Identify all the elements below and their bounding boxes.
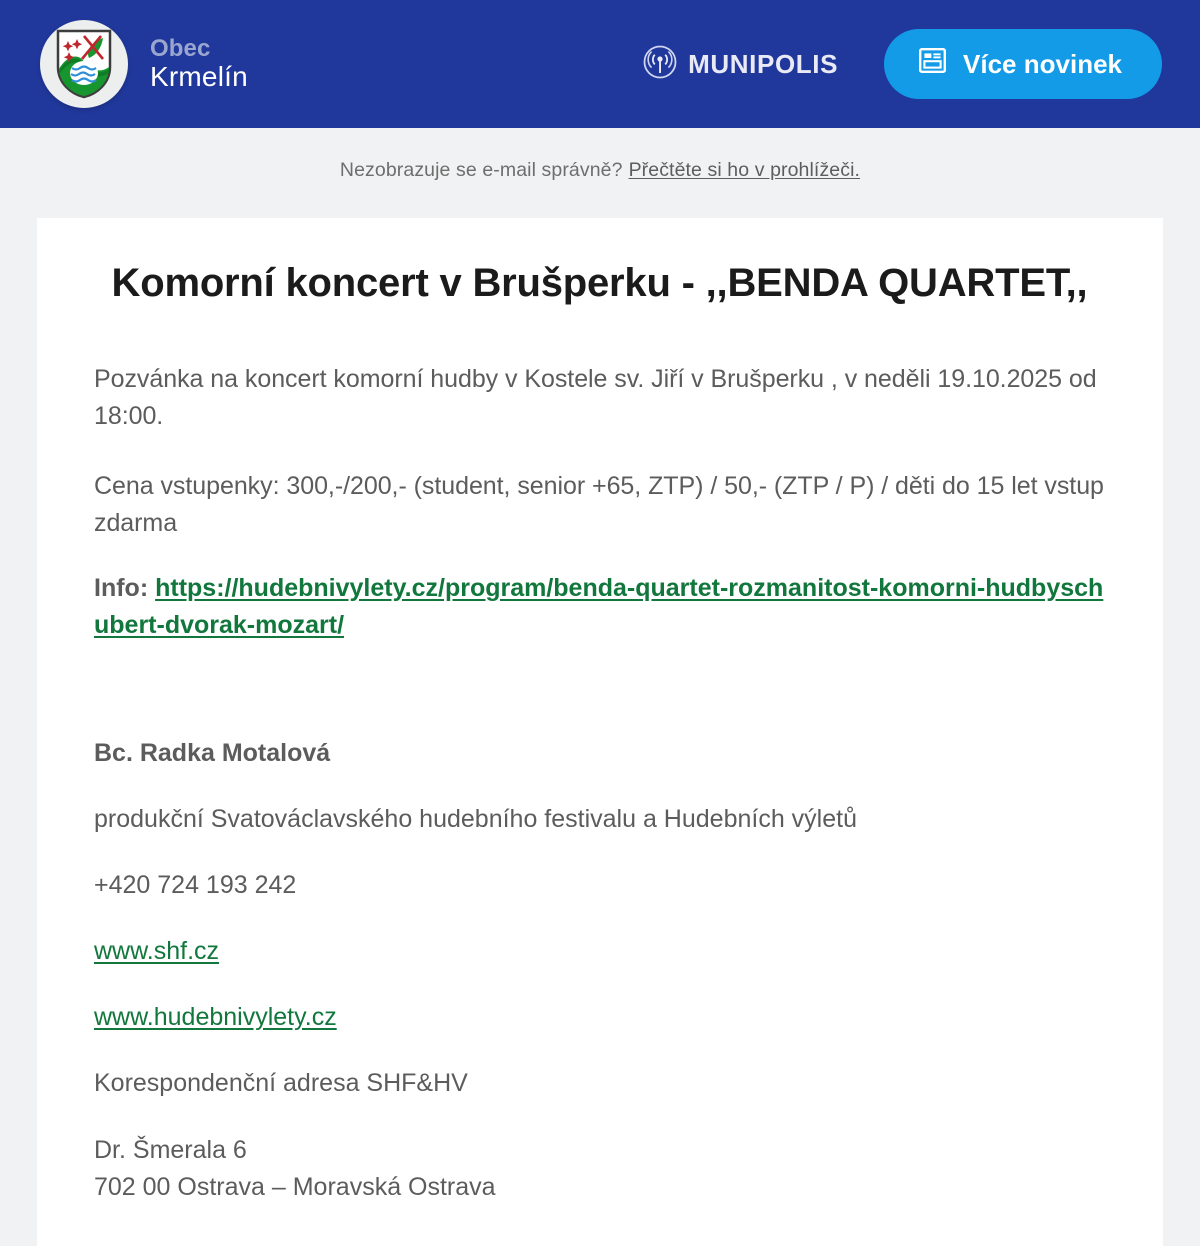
article-paragraph-2: Cena vstupenky: 300,-/200,- (student, senior +65, ZTP) / 50,- (ZTP / P) / děti do 15 let vstup zdarma — [94, 472, 1104, 538]
header-right — [643, 29, 1162, 99]
municipality-name: Krmelín — [150, 60, 248, 92]
content-spacer — [94, 644, 1105, 736]
krmelin-coat-of-arms-icon — [40, 20, 128, 108]
email-header — [0, 0, 1200, 128]
view-in-browser-link[interactable]: Přečtěte si ho v prohlížeči. — [628, 158, 861, 181]
webview-notice — [0, 128, 1200, 212]
broadcast-signal-icon — [643, 45, 677, 84]
brand-text — [150, 36, 248, 92]
signature-address-line-1: Dr. Šmerala 6 — [94, 1136, 247, 1165]
newspaper-icon — [918, 46, 947, 82]
signature-web-shf — [94, 934, 1105, 969]
webview-notice-text: Nezobrazuje se e-mail správně? — [339, 158, 623, 181]
more-news-button[interactable] — [884, 29, 1162, 99]
info-program-link[interactable]: https://hudebnivylety.cz/program/benda-quartet-rozmanitost-komorni-hudbyschubert-dvorak-mozart/ — [94, 574, 1104, 640]
signature-phone: +420 724 193 242 — [94, 871, 297, 900]
munipolis-logo[interactable] — [643, 45, 838, 84]
shf-website-link[interactable]: www.shf.cz — [94, 937, 220, 966]
signature-address-line-2: 702 00 Ostrava – Moravská Ostrava — [94, 1173, 496, 1202]
more-news-label: Více novinek — [963, 48, 1122, 79]
munipolis-wordmark: MUNIPOLIS — [688, 48, 839, 79]
signature-name: Bc. Radka Motalová — [94, 739, 331, 768]
article-paragraph-1: Pozvánka na koncert komorní hudby v Kostele sv. Jiří v Brušperku , v neděli 19.10.2025 od 18:00. — [94, 365, 1097, 431]
brand-block — [40, 20, 248, 108]
hudebnivylety-website-link[interactable]: www.hudebnivylety.cz — [94, 1003, 337, 1032]
info-label: Info: — [94, 574, 149, 603]
signature-role: produkční Svatováclavského hudebního festivalu a Hudebních výletů — [94, 805, 857, 834]
page-title: Komorní koncert v Brušperku - ,,BENDA QUARTET,, — [111, 261, 1088, 305]
info-line — [94, 570, 1105, 644]
signature-web-hudebnivylety — [94, 1000, 1105, 1035]
signature-address-label: Korespondenční adresa SHF&HV — [94, 1069, 468, 1098]
email-content-card — [37, 218, 1163, 1246]
brand-kicker: Obec — [150, 34, 211, 62]
